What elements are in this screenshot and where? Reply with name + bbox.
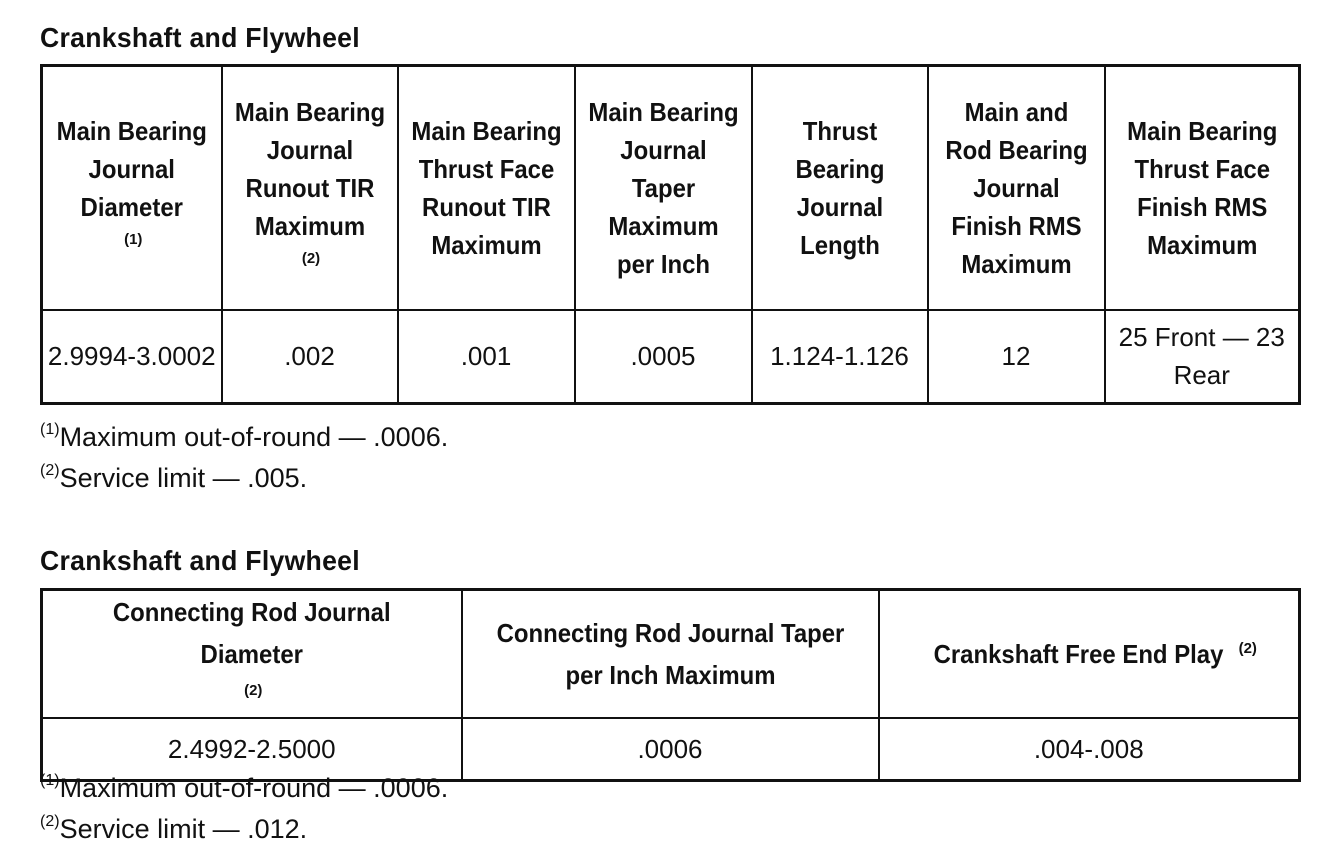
footnote-text: Service limit — .012. bbox=[59, 814, 308, 844]
header-connecting-rod-journal-diameter: Connecting Rod Journal Diameter$^{(2)}$ bbox=[42, 590, 462, 719]
footnote-text: Service limit — .005. bbox=[59, 463, 308, 493]
footnote-mark: (2) bbox=[40, 462, 60, 479]
footnote-ref: (2) bbox=[1238, 640, 1257, 657]
table-cell: .001 bbox=[398, 310, 575, 404]
footnote bbox=[40, 422, 448, 453]
table-row bbox=[42, 310, 1300, 404]
table-cell: 12 bbox=[928, 310, 1105, 404]
header-journal-taper: Main Bearing Journal Taper Maximum per Inch bbox=[575, 66, 752, 310]
header-thrust-bearing-journal-length: Thrust Bearing Journal Length bbox=[752, 66, 928, 310]
table-cell: 25 Front — 23 Rear bbox=[1105, 310, 1300, 404]
footnote-mark: (2) bbox=[40, 813, 60, 830]
header-crankshaft-free-end-play: Crankshaft Free End Play $^{(2)}$ bbox=[879, 590, 1300, 719]
footnote-text: Maximum out-of-round — .0006. bbox=[59, 422, 449, 452]
table-cell: .0006 bbox=[462, 718, 879, 780]
connecting-rod-spec-table bbox=[40, 588, 1301, 782]
crankshaft-spec-table bbox=[40, 64, 1301, 405]
header-main-bearing-journal-diameter: Main Bearing Journal Diameter$^{(1)}$ bbox=[42, 66, 222, 310]
header-connecting-rod-journal-taper: Connecting Rod Journal Taper per Inch Maximum bbox=[462, 590, 879, 719]
section-title: Crankshaft and Flywheel bbox=[40, 22, 360, 53]
footnote-ref: (2) bbox=[301, 249, 321, 267]
section-title: Crankshaft and Flywheel bbox=[40, 545, 360, 576]
table-cell: 2.4992-2.5000 bbox=[42, 718, 462, 780]
table-cell: 1.124-1.126 bbox=[752, 310, 928, 404]
table-cell: .002 bbox=[222, 310, 398, 404]
table-header-row bbox=[42, 66, 1300, 310]
table-cell: .004-.008 bbox=[879, 718, 1300, 780]
header-thrust-face-runout: Main Bearing Thrust Face Runout TIR Maximum bbox=[398, 66, 575, 310]
table-cell: .0005 bbox=[575, 310, 752, 404]
table-header-row bbox=[42, 590, 1300, 719]
header-main-bearing-journal-runout: Main Bearing Journal Runout TIR Maximum$^{(2)}$ bbox=[222, 66, 398, 310]
header-thrust-face-finish: Main Bearing Thrust Face Finish RMS Maximum bbox=[1105, 66, 1300, 310]
table-row bbox=[42, 718, 1300, 780]
header-journal-finish: Main and Rod Bearing Journal Finish RMS Maximum bbox=[928, 66, 1105, 310]
footnote bbox=[40, 463, 307, 494]
footnote-ref: (1) bbox=[124, 230, 143, 248]
footnote-mark: (1) bbox=[40, 772, 60, 789]
footnote-text: Maximum out-of-round — .0006. bbox=[59, 773, 449, 803]
footnote bbox=[40, 773, 448, 804]
footnote bbox=[40, 814, 307, 845]
footnote-ref: (2) bbox=[244, 682, 263, 699]
table-cell: 2.9994-3.0002 bbox=[42, 310, 222, 404]
footnote-mark: (1) bbox=[40, 421, 60, 438]
